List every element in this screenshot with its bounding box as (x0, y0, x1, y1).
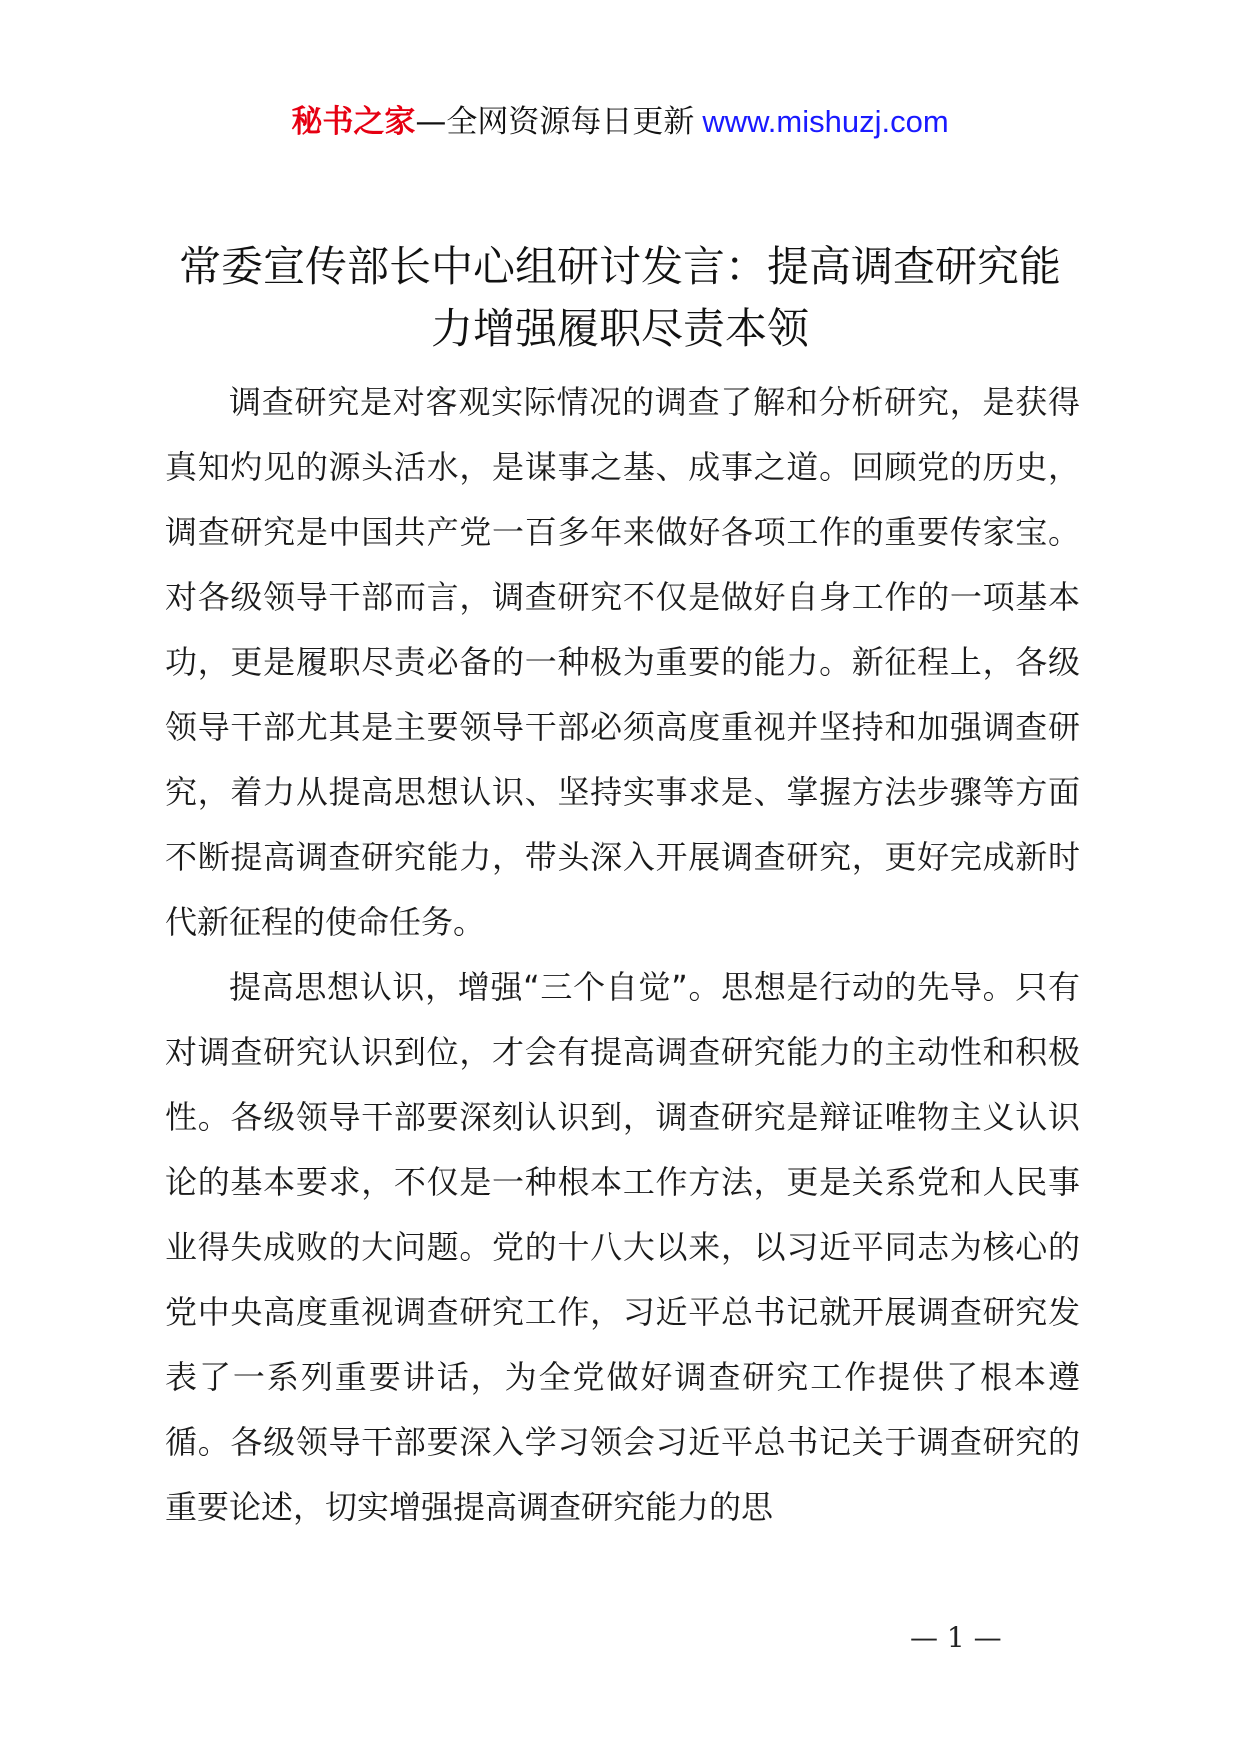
header-tagline: —全网资源每日更新 (415, 104, 695, 140)
document-title: 常委宣传部长中心组研讨发言：提高调查研究能力增强履职尽责本领 (178, 242, 1061, 353)
site-header (0, 98, 1240, 146)
brand-name: 秘书之家 (291, 104, 416, 140)
site-url-link[interactable]: www.mishuzj.com (702, 104, 949, 139)
document-body (165, 370, 1080, 1540)
page-number: — 1 — (910, 1621, 1002, 1654)
paragraph: 提高思想认识，增强“三个自觉”。思想是行动的先导。只有对调查研究认识到位，才会有提高调查研究能力的主动性和积极性。各级领导干部要深刻认识到，调查研究是辩证唯物主义认识论的基本要求，不仅是一种根本工作方法，更是关系党和人民事业得失成败的大问题。党的十八大以来，以习近平同志为核心的党中央高度重视调查研究工作，习近平总书记就开展调查研究发表了一系列重要讲话，为全党做好调查研究工作提供了根本遵循。各级领导干部要深入学习领会习近平总书记关于调查研究的重要论述，切实增强提高调查研究能力的思 (165, 968, 1080, 1526)
paragraph: 调查研究是对客观实际情况的调查了解和分析研究，是获得真知灼见的源头活水，是谋事之基、成事之道。回顾党的历史，调查研究是中国共产党一百多年来做好各项工作的重要传家宝。对各级领导干部而言，调查研究不仅是做好自身工作的一项基本功，更是履职尽责必备的一种极为重要的能力。新征程上，各级领导干部尤其是主要领导干部必须高度重视并坚持和加强调查研究，着力从提高思想认识、坚持实事求是、掌握方法步骤等方面不断提高调查研究能力，带头深入开展调查研究，更好完成新时代新征程的使命任务。 (165, 383, 1080, 941)
